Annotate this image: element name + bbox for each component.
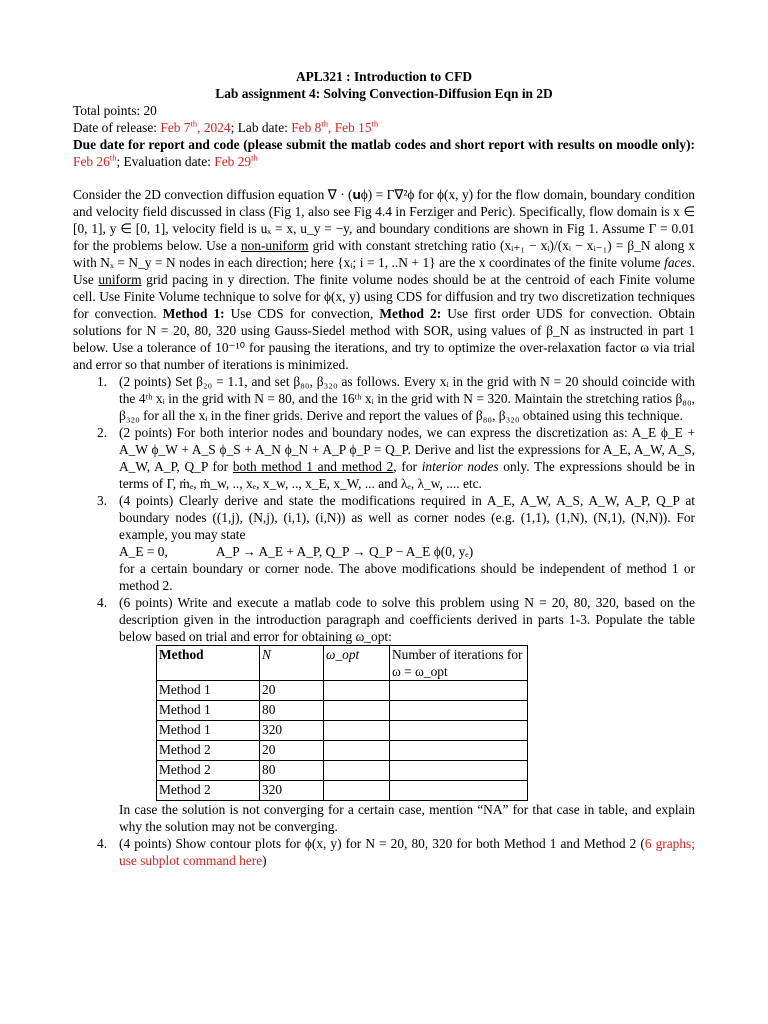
table-row: Method 2 20 xyxy=(157,741,528,761)
header-n: N xyxy=(260,646,324,681)
table-row: Method 1 20 xyxy=(157,681,528,701)
results-table xyxy=(156,645,528,801)
eval-date: Feb 29th xyxy=(214,152,258,169)
document-page xyxy=(73,68,695,869)
task-3-math: A_E = 0, A_P → A_E + A_P, Q_P → Q_P − A_E ϕ(0, yₑ) xyxy=(119,544,474,559)
due-label: Due date for report and code (please submit the matlab codes and short report with results on moodle only): xyxy=(73,137,695,152)
due-line xyxy=(73,136,695,170)
task-1: 1. (2 points) Set β₂₀ = 1.1, and set β₈₀, β₃₂₀ as follows. Every xᵢ in the grid with N = 20 should coincide with the 4ᵗʰ xᵢ in the grid with N = 80, and the 16ᵗʰ xᵢ in the grid with N = 320. Maintain the stretching ratios β₈₀, β₃₂₀ for all the xᵢ in the finer grids. Derive and report the values of β₈₀, β₃₂₀ obtained using this technique. xyxy=(97,374,695,423)
lab-title: Lab assignment 4: Solving Convection-Diffusion Eqn in 2D xyxy=(215,86,553,101)
task-2: 2. (2 points) For both interior nodes and boundary nodes, we can express the discretization as: A_E ϕ_E + A_W ϕ_W + A_S ϕ_S + A_N ϕ_N + A_P ϕ_P = Q_P. Derive and list the expressions for A_E, A_W, A_S, A_W, A_P, Q_P for both method 1 and method 2, for interior nodes only. The expressions should be in terms of Γ, ṁₑ, ṁ_w, .., xₑ, x_w, .., x_E, x_W, ... and λₑ, λ_w, .... etc. xyxy=(97,425,695,491)
table-note: In case the solution is not converging for a certain case, mention “NA” for that case in table, and explain why the solution may not be converging. xyxy=(119,802,695,834)
header-iterations: Number of iterations for ω = ω_opt xyxy=(390,646,528,681)
release-date: Feb 7th, 2024 xyxy=(160,118,231,135)
table-row: Method 1 320 xyxy=(157,721,528,741)
eval-label: ; Evaluation date: xyxy=(116,154,215,169)
header-omega: ω_opt xyxy=(324,646,390,681)
task-list-2 xyxy=(73,835,695,869)
course-title: APL321 : Introduction to CFD xyxy=(295,69,473,84)
lab-date: Feb 8th, Feb 15th xyxy=(291,118,379,135)
table-row: Method 1 80 xyxy=(157,701,528,721)
table-row: Method 2 80 xyxy=(157,761,528,781)
header-method: Method xyxy=(157,646,260,681)
intro-paragraph: Consider the 2D convection diffusion equation ∇ · (𝐮ϕ) = Γ∇²ϕ for ϕ(x, y) for the flow domain, boundary condition and velocity field discussed in class (Fig 1, also see Fig 4.4 in Ferziger and Peric). Specifically, flow domain is x ∈ [0, 1], y ∈ [0, 1], velocity field is uₓ = x, u_y = −y, and boundary conditions are shown in Fig 1. Assume Γ = 0.01 for the problems below. Use a non-uniform grid with constant stretching ratio (xᵢ₊₁ − xᵢ)/(xᵢ − xᵢ₋₁) = β_N along x with Nₓ = N_y = N nodes in each direction; here {xᵢ; i = 1, ..N + 1} are the x coordinates of the finite volume faces. Use uniform grid pacing in y direction. The finite volume nodes should be at the centroid of each Finite volume cell. Use Finite Volume technique to solve for ϕ(x, y) using CDS for diffusion and try two discretization techniques for convection. Method 1: Use CDS for convection, Method 2: Use first order UDS for convection. Obtain solutions for N = 20, 80, 320 using Gauss-Siedel method with SOR, using values of β_N as instructed in part 1 below. Use a tolerance of 10⁻¹⁰ for pausing the iterations, and try to optimize the over-relaxation factor ω via trial and error so that number of iterations is minimized. xyxy=(73,187,696,372)
release-label: Date of release: xyxy=(73,120,161,135)
lab-date-label: ; Lab date: xyxy=(230,120,292,135)
table-header-row xyxy=(157,646,528,681)
task-5: 4. (4 points) Show contour plots for ϕ(x, y) for N = 20, 80, 320 for both Method 1 and Method 2 (6 graphs; use subplot command here) xyxy=(97,836,695,868)
task-3: 3. (4 points) Clearly derive and state the modifications required in A_E, A_W, A_S, A_W, A_P, Q_P at boundary nodes ((1,j), (N,j), (i,1), (i,N)) as well as corner nodes (e.g. (1,1), (1,N), (N,1), (N,N)). For example, you may state A_E = 0, A_P → A_E + A_P, Q_P → Q_P − A_E ϕ(0, yₑ) for a certain boundary or corner node. The above modifications should be independent of method 1 or method 2. xyxy=(97,493,695,593)
release-line xyxy=(73,119,695,136)
due-date: Feb 26th xyxy=(73,152,117,169)
task-list xyxy=(73,373,695,645)
task-4: 4. (6 points) Write and execute a matlab code to solve this problem using N = 20, 80, 320, based on the description given in the introduction paragraph and coefficients derived in parts 1-3. Populate the table below based on trial and error for obtaining ω_opt: xyxy=(97,595,695,644)
table-row: Method 2 320 xyxy=(157,781,528,801)
total-points: Total points: 20 xyxy=(73,103,157,118)
